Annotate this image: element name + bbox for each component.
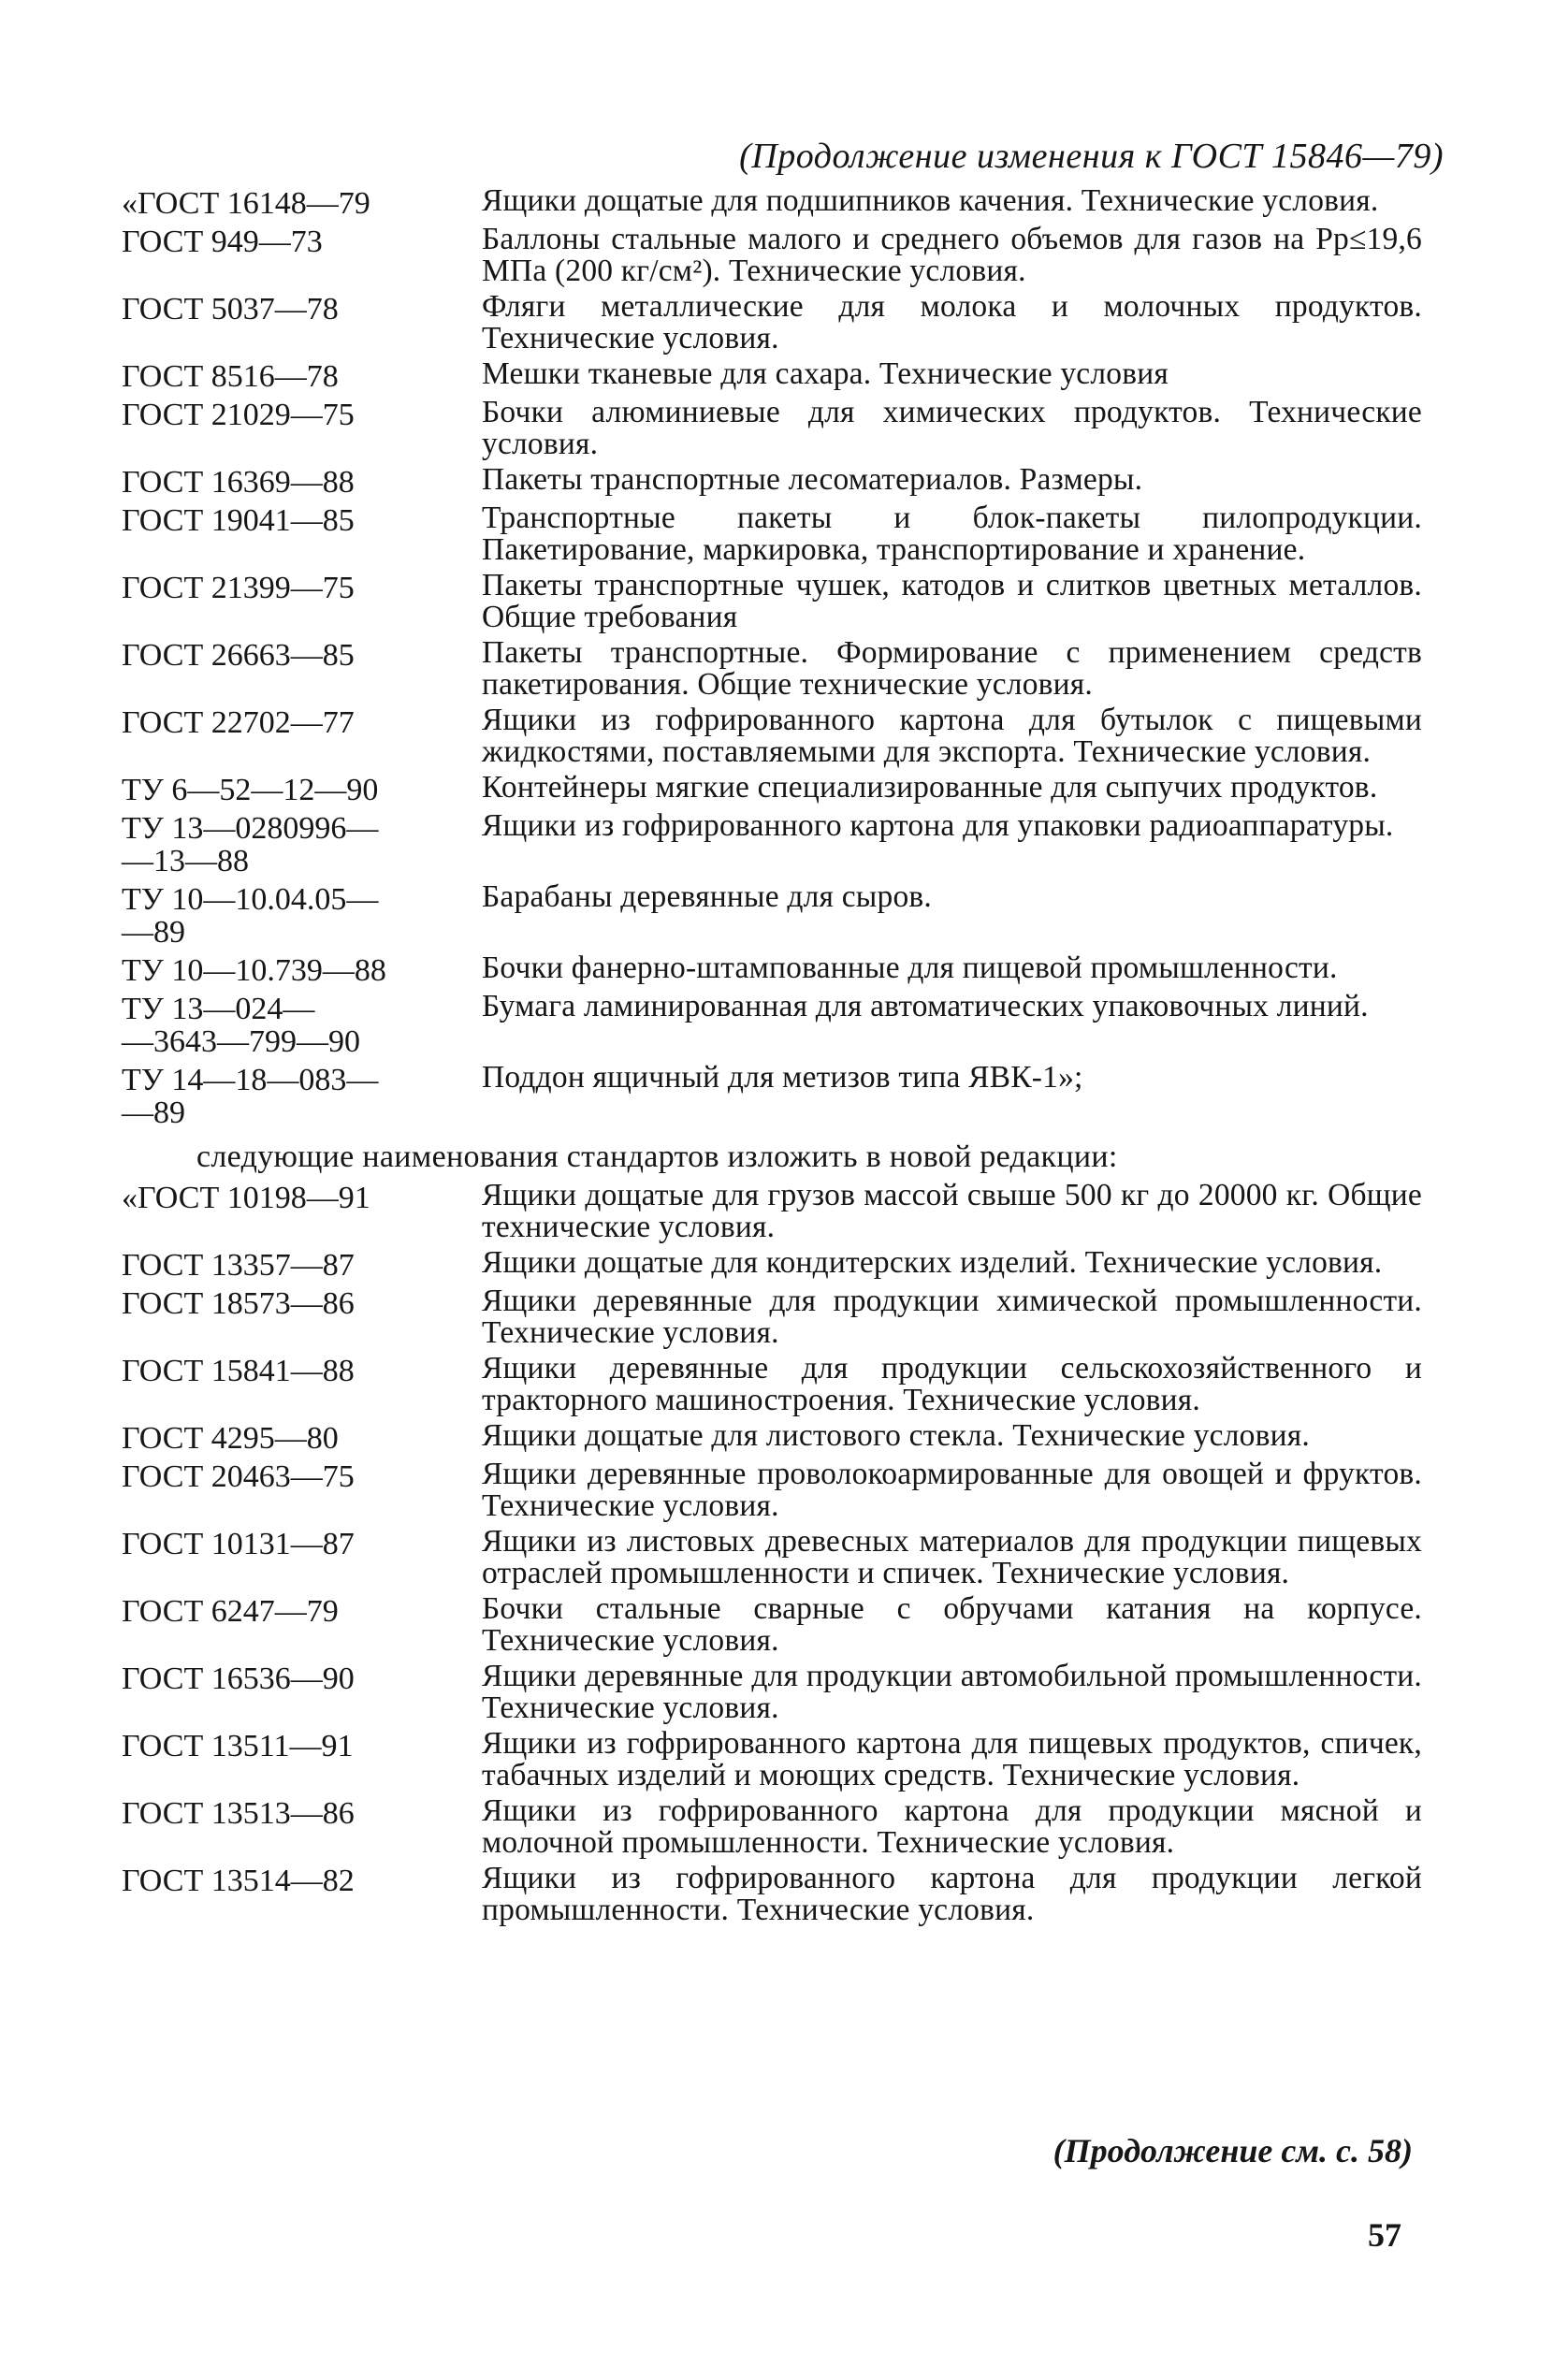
standard-title: Бумага ламинированная для автоматических упаковочных линий. [482,989,1369,1023]
standard-code: ГОСТ 4295—80 [122,1421,339,1456]
standard-code: ТУ 13—024— —3643—799—90 [122,992,360,1059]
standard-entry [122,881,1450,949]
standard-code: ГОСТ 949—73 [122,225,323,259]
standard-entry [122,1458,1450,1522]
standard-entry [122,704,1450,768]
standard-title: Ящики деревянные проволокоармированные для овощей и фруктов. Технические условия. [482,1457,1422,1523]
standard-title: Баллоны стальные малого и среднего объемов для газов на Pр≤19,6 МПа (200 кг/см²). Технические условия. [482,222,1422,288]
standard-title: Бочки стальные сварные с обручами катания на корпусе. Технические условия. [482,1591,1422,1658]
standard-title: Барабаны деревянные для сыров. [482,879,932,914]
standard-title: Мешки тканевые для сахара. Технические условия [482,356,1169,391]
standard-title: Ящики дощатые для листового стекла. Технические условия. [482,1418,1310,1453]
standard-code: ТУ 13—0280996— —13—88 [122,811,379,878]
standard-entry [122,397,1450,460]
standard-entry [122,464,1450,499]
standard-entry [122,1728,1450,1792]
standards-group-2 [122,1180,1450,1930]
standard-entry [122,1285,1450,1349]
standard-entry [122,810,1450,878]
standard-title: Ящики деревянные для продукции сельскохозяйственного и тракторного машиностроения. Технические условия. [482,1351,1422,1417]
standard-title: Ящики деревянные для продукции автомобильной промышленности. Технические условия. [482,1659,1422,1725]
standard-code: ТУ 10—10.739—88 [122,953,386,988]
standard-code: «ГОСТ 16148—79 [122,186,370,221]
standard-title: Ящики из гофрированного картона для пищевых продуктов, спичек, табачных изделий и моющих средств. Технические условия. [482,1726,1422,1792]
standard-entry [122,224,1450,287]
standard-code: ГОСТ 6247—79 [122,1594,339,1629]
standard-title: Ящики дощатые для грузов массой свыше 500 кг до 20000 кг. Общие технические условия. [482,1178,1422,1244]
standard-entry [122,1526,1450,1589]
standard-code: ГОСТ 22702—77 [122,705,355,740]
standard-code: ГОСТ 13511—91 [122,1729,354,1763]
standard-title: Поддон ящичный для метизов типа ЯВК-1»; [482,1060,1083,1095]
standard-entry [122,1661,1450,1724]
standard-code: ГОСТ 8516—78 [122,359,339,394]
standard-title: Ящики дощатые для кондитерских изделий. Технические условия. [482,1245,1383,1280]
standard-entry [122,1795,1450,1859]
standard-entry [122,1247,1450,1282]
standard-entry [122,1420,1450,1455]
standard-entry [122,637,1450,701]
standard-code: ГОСТ 19041—85 [122,503,355,538]
standard-title: Ящики из листовых древесных материалов для продукции пищевых отраслей промышленности и спичек. Технические условия. [482,1524,1422,1590]
standard-entry [122,1353,1450,1416]
standard-entry [122,185,1450,220]
standard-code: ГОСТ 16369—88 [122,465,355,500]
standard-entry [122,1180,1450,1243]
standards-list [122,185,1450,1930]
standard-title: Пакеты транспортные. Формирование с применением средств пакетирования. Общие технические условия. [482,635,1422,702]
standard-title: Ящики из гофрированного картона для упаковки радиоаппаратуры. [482,808,1394,843]
standard-entry [122,1062,1450,1129]
standard-code: ГОСТ 26663—85 [122,638,355,673]
standard-code: ГОСТ 13513—86 [122,1796,355,1831]
standard-title: Ящики из гофрированного картона для продукции мясной и молочной промышленности. Технические условия. [482,1793,1422,1860]
standard-entry [122,952,1450,987]
standard-code: ГОСТ 13514—82 [122,1864,355,1898]
standard-title: Бочки алюминиевые для химических продуктов. Технические условия. [482,395,1422,461]
standard-code: ГОСТ 21399—75 [122,571,355,605]
continuation-note: (Продолжение см. с. 58) [1053,2132,1413,2169]
standard-code: ГОСТ 15841—88 [122,1354,355,1388]
standard-entry [122,358,1450,393]
standard-title: Бочки фанерно-штампованные для пищевой промышленности. [482,950,1338,985]
standard-title: Ящики из гофрированного картона для продукции легкой промышленности. Технические условия. [482,1861,1422,1927]
standard-title: Ящики из гофрированного картона для бутылок с пищевыми жидкостями, поставляемыми для экспорта. Технические условия. [482,703,1422,769]
standard-code: ГОСТ 13357—87 [122,1248,355,1283]
standard-code: ГОСТ 16536—90 [122,1661,355,1696]
standard-title: Пакеты транспортные чушек, катодов и слитков цветных металлов. Общие требования [482,568,1422,634]
standard-code: ГОСТ 18573—86 [122,1286,355,1321]
standard-title: Транспортные пакеты и блок-пакеты пилопродукции. Пакетирование, маркировка, транспортирование и хранение. [482,501,1422,567]
standard-entry [122,772,1450,806]
standard-entry [122,502,1450,566]
standard-entry [122,291,1450,355]
standard-entry [122,991,1450,1058]
standard-title: Контейнеры мягкие специализированные для сыпучих продуктов. [482,770,1378,805]
standard-entry [122,1593,1450,1657]
page-header: (Продолжение изменения к ГОСТ 15846—79) [739,137,1444,176]
standard-entry [122,570,1450,633]
standard-code: ГОСТ 10131—87 [122,1527,355,1561]
standard-title: Ящики деревянные для продукции химической промышленности. Технические условия. [482,1284,1422,1350]
standard-code: ТУ 14—18—083— —89 [122,1063,379,1130]
page-number: 57 [1368,2216,1401,2254]
standard-code: ТУ 6—52—12—90 [122,773,379,807]
standard-code: ГОСТ 21029—75 [122,398,355,432]
standard-title: Ящики дощатые для подшипников качения. Технические условия. [482,183,1379,218]
standard-code: ТУ 10—10.04.05— —89 [122,882,379,950]
standard-code: ГОСТ 20463—75 [122,1459,355,1494]
standard-code: ГОСТ 5037—78 [122,292,339,326]
section-intro-text: следующие наименования стандартов изложить в новой редакции: [196,1139,1118,1174]
standard-entry [122,1863,1450,1926]
standard-code: «ГОСТ 10198—91 [122,1181,370,1215]
standard-title: Пакеты транспортные лесоматериалов. Размеры. [482,462,1143,497]
standard-title: Фляги металлические для молока и молочных продуктов. Технические условия. [482,289,1422,355]
standards-group-1 [122,185,1450,1133]
